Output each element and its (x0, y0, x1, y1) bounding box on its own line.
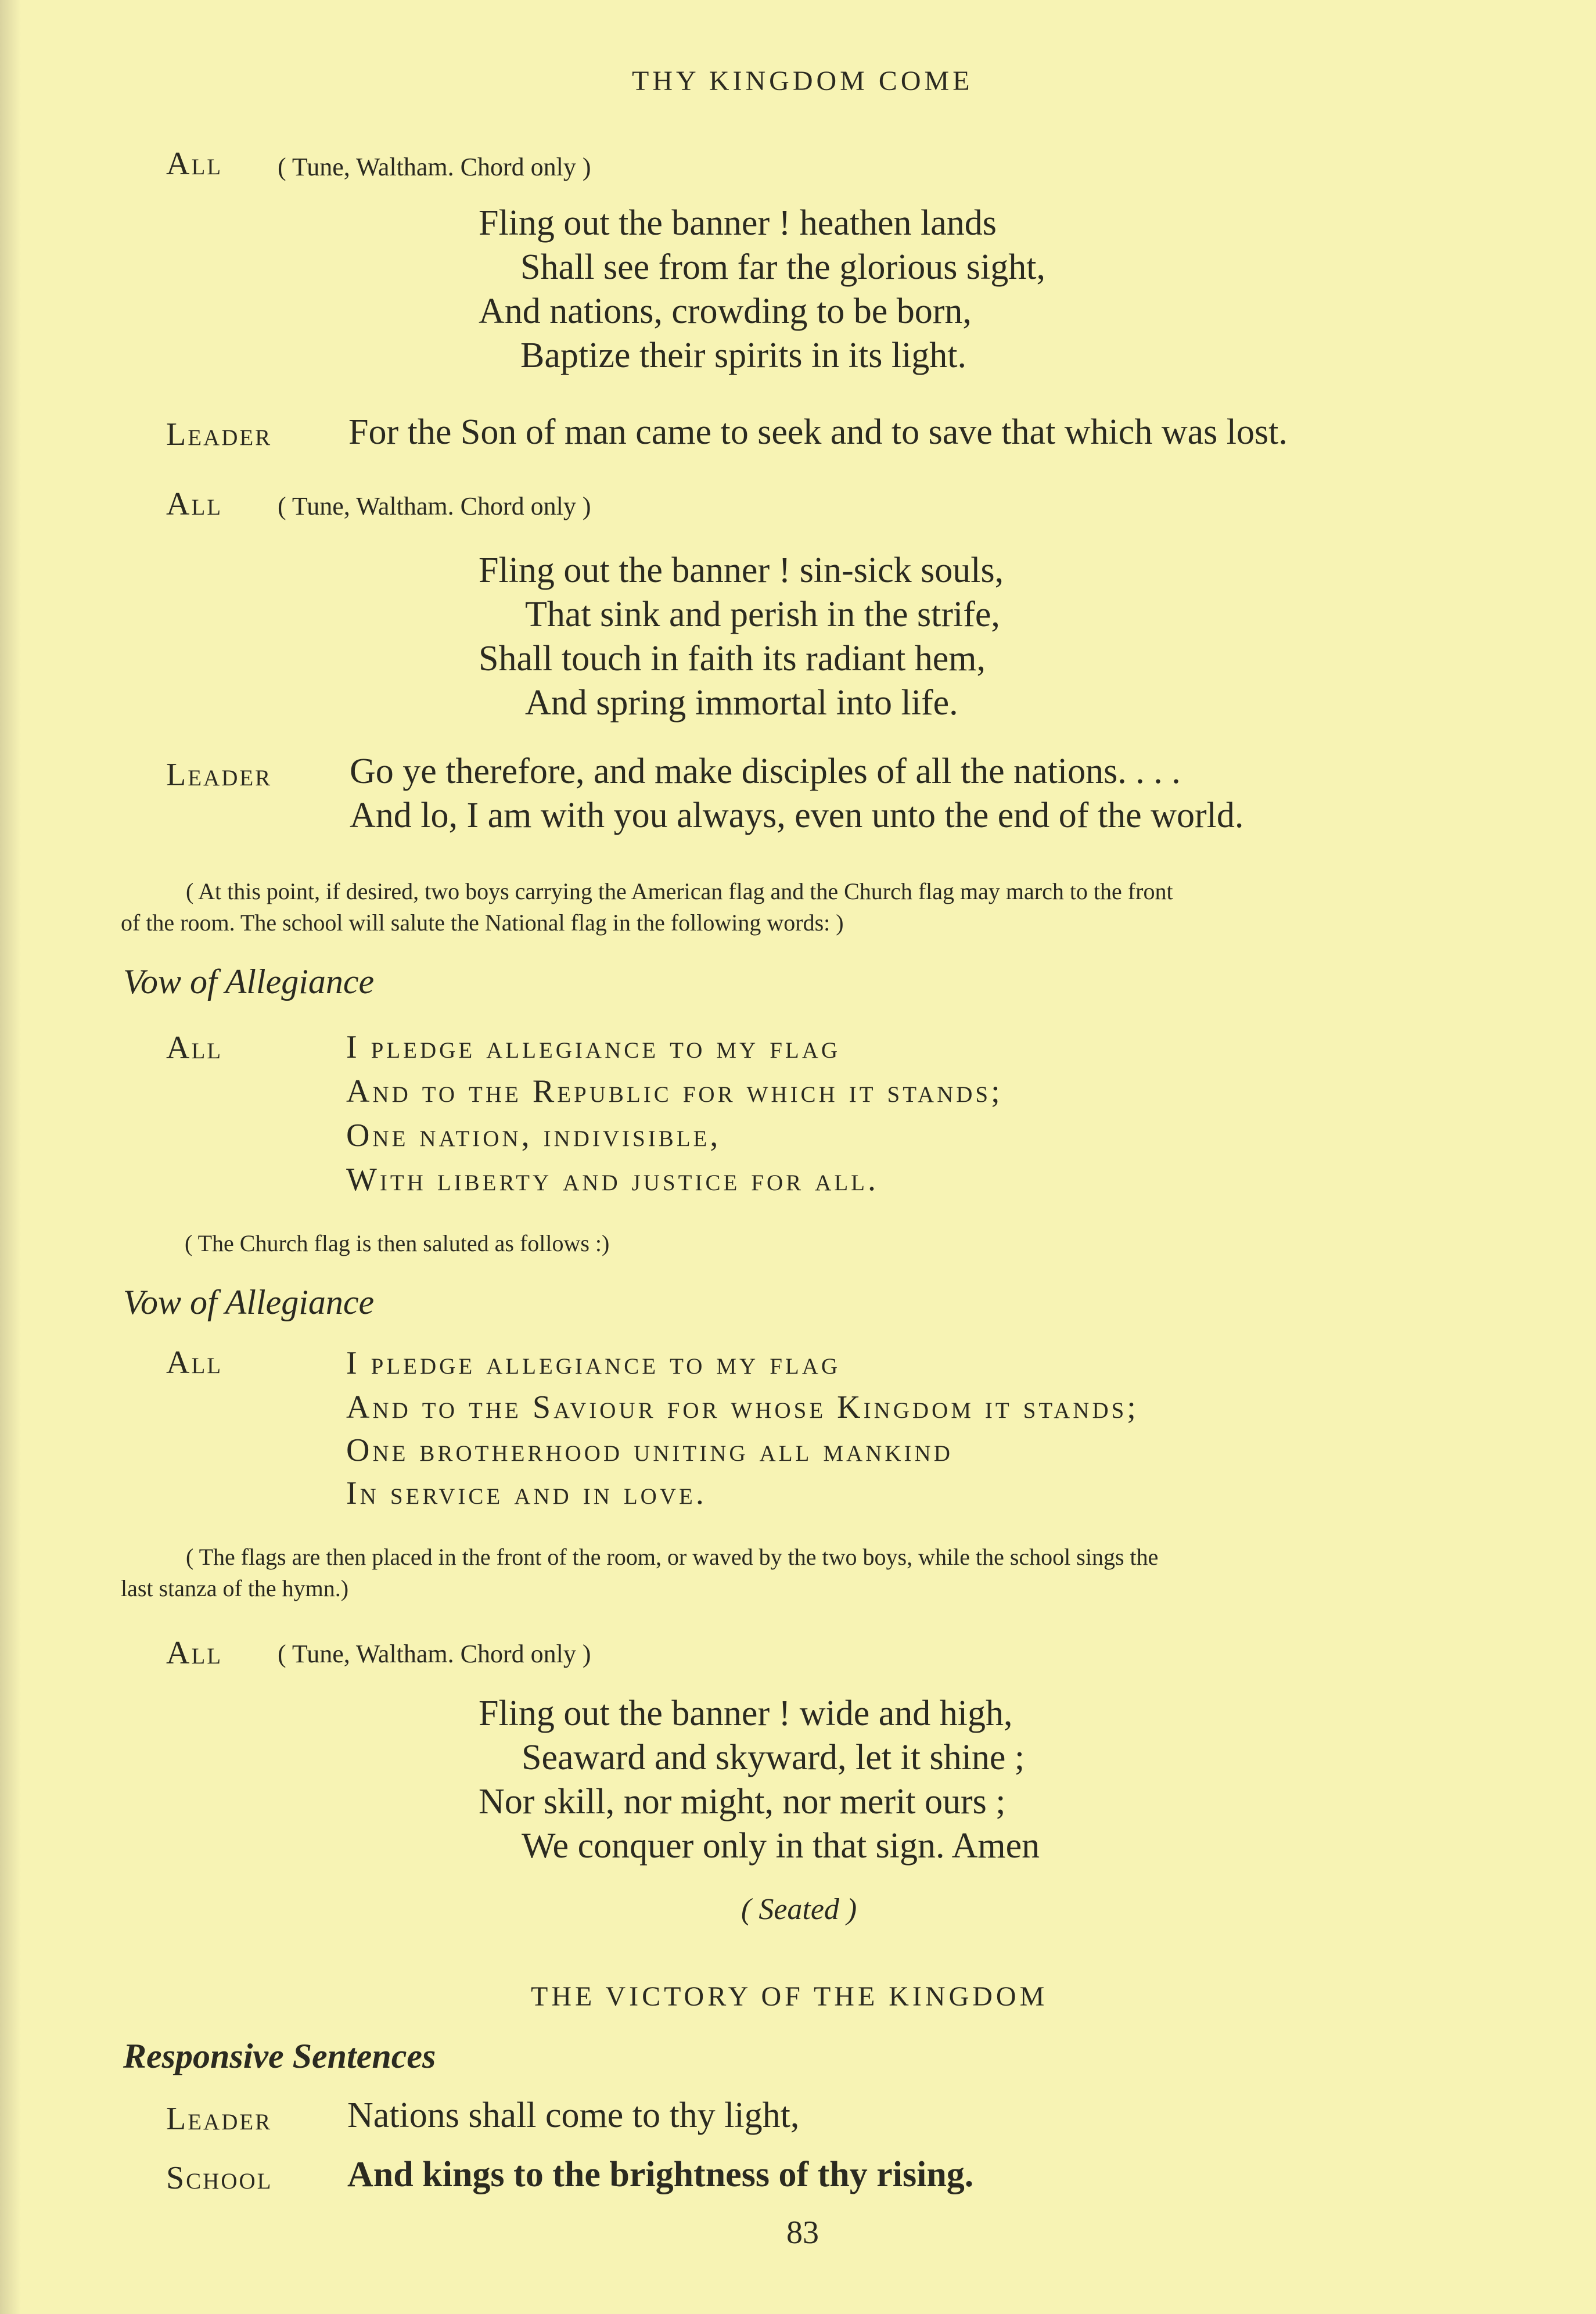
leader-sentence: For the Son of man came to seek and to save that which was lost. (348, 412, 1288, 452)
pledge-line: And to the Republic for which it stands; (346, 1073, 1003, 1109)
verse-line: Shall see from far the glorious sight, (520, 247, 1045, 287)
speaker-all: All (166, 1030, 223, 1066)
responsive-heading: Responsive Sentences (123, 2037, 436, 2075)
verse-line: Fling out the banner ! wide and high, (479, 1694, 1013, 1733)
pledge-line: And to the Saviour for whose Kingdom it stands; (346, 1389, 1139, 1425)
stage-direction: of the room. The school will salute the National flag in the following words: ) (121, 910, 844, 936)
speaker-all: All (166, 486, 223, 522)
verse-line: Baptize their spirits in its light. (520, 336, 967, 375)
seated-direction: ( Seated ) (741, 1893, 857, 1926)
tune-direction: ( Tune, Waltham. Chord only ) (278, 1640, 591, 1668)
school-response: And kings to the brightness of thy rising. (347, 2155, 974, 2194)
verse-line: And nations, crowding to be born, (479, 292, 972, 331)
verse-line: Fling out the banner ! heathen lands (479, 203, 997, 243)
speaker-all: All (166, 146, 223, 182)
page-edge-shadow (0, 0, 21, 2314)
section-title: THE VICTORY OF THE KINGDOM (531, 1981, 1048, 2012)
verse-line: And spring immortal into life. (525, 683, 958, 723)
speaker-leader: Leader (166, 757, 272, 793)
pledge-line: With liberty and justice for all. (346, 1162, 879, 1198)
stage-direction: ( At this point, if desired, two boys carrying the American flag and the Church flag may march to the front (186, 878, 1173, 904)
tune-direction: ( Tune, Waltham. Chord only ) (278, 153, 591, 181)
leader-sentence: Nations shall come to thy light, (347, 2096, 800, 2135)
leader-sentence: Go ye therefore, and make disciples of all the nations. . . . (350, 752, 1181, 791)
speaker-all: All (166, 1345, 223, 1381)
speaker-all: All (166, 1635, 223, 1671)
verse-line: Nor skill, nor might, nor merit ours ; (479, 1782, 1006, 1821)
verse-line: Seaward and skyward, let it shine ; (522, 1738, 1025, 1777)
pledge-line: One nation, indivisible, (346, 1118, 721, 1154)
stage-direction: ( The Church flag is then saluted as follows :) (185, 1230, 610, 1256)
speaker-school: School (166, 2160, 273, 2196)
verse-line: Shall touch in faith its radiant hem, (479, 639, 986, 678)
page-header: THY KINGDOM COME (632, 66, 973, 96)
verse-line: That sink and perish in the strife, (525, 595, 1000, 634)
tune-direction: ( Tune, Waltham. Chord only ) (278, 492, 591, 520)
section-heading: Vow of Allegiance (123, 1283, 375, 1321)
speaker-leader: Leader (166, 2101, 272, 2137)
leader-sentence: And lo, I am with you always, even unto the end of the world. (350, 796, 1244, 835)
pledge-line: In service and in love. (346, 1475, 707, 1511)
pledge-line: One brotherhood uniting all mankind (346, 1432, 953, 1468)
verse-line: Fling out the banner ! sin-sick souls, (479, 551, 1004, 590)
stage-direction: last stanza of the hymn.) (121, 1575, 349, 1601)
stage-direction: ( The flags are then placed in the front of the room, or waved by the two boys, while the school sings the (186, 1544, 1159, 1570)
pledge-line: I pledge allegiance to my flag (346, 1345, 841, 1381)
pledge-line: I pledge allegiance to my flag (346, 1029, 841, 1065)
section-heading: Vow of Allegiance (123, 962, 375, 1001)
verse-line: We conquer only in that sign. Amen (522, 1826, 1040, 1866)
page-number: 83 (786, 2215, 819, 2251)
speaker-leader: Leader (166, 416, 272, 452)
